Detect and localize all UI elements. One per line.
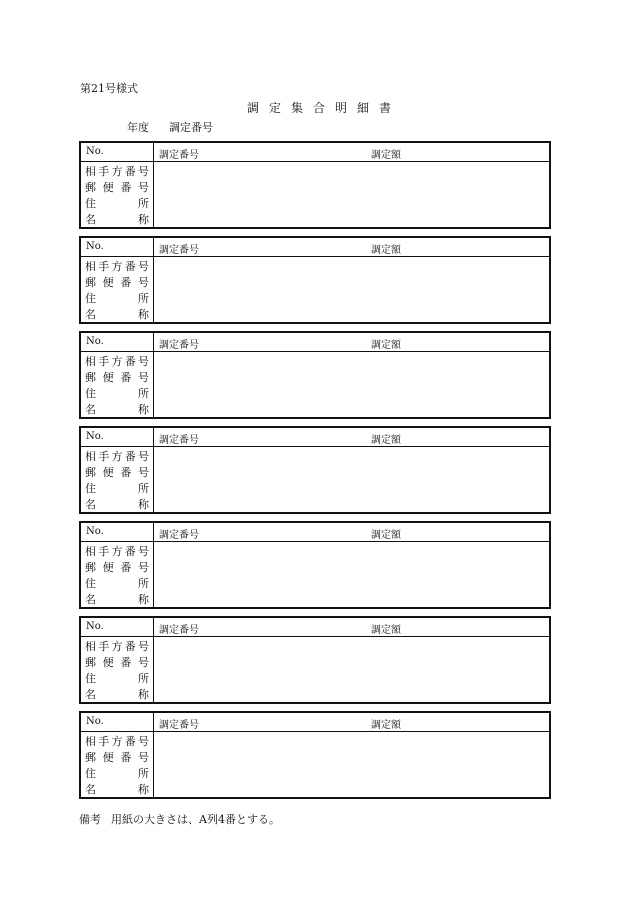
- record-field-labels: [85, 259, 149, 323]
- label-name: 名 称: [85, 688, 149, 701]
- label-postal-code: 郵 便 番 号: [85, 371, 149, 384]
- label-postal-code: 郵 便 番 号: [85, 561, 149, 574]
- record-assessment-number-label: 調定番号: [159, 150, 199, 161]
- record-field-labels: [85, 639, 149, 703]
- record-header-row: [81, 523, 549, 542]
- record-assessment-number-label: 調定番号: [159, 340, 199, 351]
- record-field-labels: [85, 734, 149, 798]
- record-no-label: No.: [86, 241, 104, 252]
- label-counterparty-number: 相 手 方 番 号: [85, 545, 149, 558]
- fiscal-year-label: 年度: [127, 121, 149, 134]
- record-assessment-number-label: 調定番号: [159, 625, 199, 636]
- record-no-label: No.: [86, 526, 104, 537]
- record-box: [79, 616, 551, 704]
- record-header-row: [81, 618, 549, 637]
- label-address: 住 所: [85, 197, 149, 210]
- title-char: 調: [246, 101, 259, 115]
- title-char: 集: [290, 101, 303, 115]
- record-field-labels: [85, 544, 149, 608]
- record-amount-label: 調定額: [371, 340, 401, 351]
- record-amount-label: 調定額: [371, 245, 401, 256]
- record-box: [79, 426, 551, 514]
- record-field-labels: [85, 164, 149, 228]
- record-no-label: No.: [86, 336, 104, 347]
- record-divider: [153, 523, 154, 607]
- record-amount-label: 調定額: [371, 150, 401, 161]
- label-address: 住 所: [85, 292, 149, 305]
- record-amount-label: 調定額: [371, 530, 401, 541]
- remarks: [79, 811, 280, 827]
- label-name: 名 称: [85, 213, 149, 226]
- label-address: 住 所: [85, 577, 149, 590]
- label-name: 名 称: [85, 308, 149, 321]
- title-char: 明: [335, 101, 348, 115]
- label-postal-code: 郵 便 番 号: [85, 181, 149, 194]
- record-box: [79, 236, 551, 324]
- label-postal-code: 郵 便 番 号: [85, 751, 149, 764]
- label-address: 住 所: [85, 767, 149, 780]
- title-char: 定: [268, 101, 281, 115]
- label-name: 名 称: [85, 783, 149, 796]
- record-divider: [153, 238, 154, 322]
- record-assessment-number-label: 調定番号: [159, 435, 199, 446]
- record-assessment-number-label: 調定番号: [159, 245, 199, 256]
- label-address: 住 所: [85, 482, 149, 495]
- label-counterparty-number: 相 手 方 番 号: [85, 355, 149, 368]
- label-address: 住 所: [85, 672, 149, 685]
- form-number: 第21号様式: [80, 82, 138, 95]
- label-counterparty-number: 相 手 方 番 号: [85, 735, 149, 748]
- title-char: 合: [312, 101, 325, 115]
- record-field-labels: [85, 449, 149, 513]
- label-postal-code: 郵 便 番 号: [85, 466, 149, 479]
- record-no-label: No.: [86, 431, 104, 442]
- record-header-row: [81, 238, 549, 257]
- remarks-label: 備考: [79, 813, 101, 826]
- record-header-row: [81, 713, 549, 732]
- record-box: [79, 521, 551, 609]
- assessment-number-label: 調定番号: [169, 121, 213, 134]
- label-name: 名 称: [85, 403, 149, 416]
- record-no-label: No.: [86, 621, 104, 632]
- record-no-label: No.: [86, 146, 104, 157]
- document-title: [0, 99, 630, 116]
- record-amount-label: 調定額: [371, 625, 401, 636]
- record-amount-label: 調定額: [371, 435, 401, 446]
- record-amount-label: 調定額: [371, 720, 401, 731]
- label-address: 住 所: [85, 387, 149, 400]
- record-header-row: [81, 143, 549, 162]
- record-header-row: [81, 333, 549, 352]
- record-field-labels: [85, 354, 149, 418]
- title-char: 書: [379, 101, 392, 115]
- label-counterparty-number: 相 手 方 番 号: [85, 640, 149, 653]
- label-counterparty-number: 相 手 方 番 号: [85, 260, 149, 273]
- label-counterparty-number: 相 手 方 番 号: [85, 450, 149, 463]
- record-divider: [153, 428, 154, 512]
- record-no-label: No.: [86, 716, 104, 727]
- title-char: 細: [357, 101, 370, 115]
- record-divider: [153, 143, 154, 227]
- subheader-row: [127, 119, 213, 135]
- record-assessment-number-label: 調定番号: [159, 530, 199, 541]
- record-header-row: [81, 428, 549, 447]
- label-postal-code: 郵 便 番 号: [85, 276, 149, 289]
- label-counterparty-number: 相 手 方 番 号: [85, 165, 149, 178]
- record-box: [79, 711, 551, 799]
- record-assessment-number-label: 調定番号: [159, 720, 199, 731]
- record-divider: [153, 333, 154, 417]
- record-box: [79, 331, 551, 419]
- record-divider: [153, 618, 154, 702]
- remarks-text: 用紙の大きさは、A列4番とする。: [111, 813, 280, 826]
- label-postal-code: 郵 便 番 号: [85, 656, 149, 669]
- record-divider: [153, 713, 154, 797]
- label-name: 名 称: [85, 498, 149, 511]
- label-name: 名 称: [85, 593, 149, 606]
- record-box: [79, 141, 551, 229]
